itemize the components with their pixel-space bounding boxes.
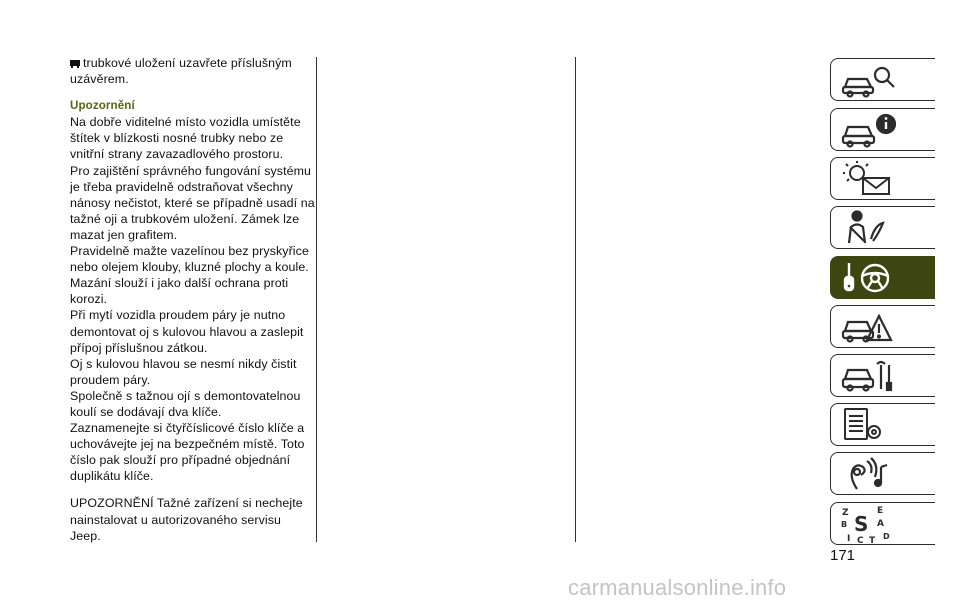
paragraph-4: Při mytí vozidla proudem páry je nutno demontovat oj s kulovou hlavou a zaslepit přípoj příslušnou zátkou. <box>70 308 304 355</box>
car-search-icon <box>839 61 899 99</box>
paragraph-3: Pravidelně mažte vazelínou bez pryskyřice nebo olejem klouby, kluzné plochy a koule. Mazání slouží i jako další ochrana proti korozi. <box>70 244 309 307</box>
paragraph-5: Oj s kulovou hlavou se nesmí nikdy čistit proudem páry. <box>70 356 297 387</box>
paragraph-2: Pro zajištění správného fungování systému je třeba pravidelně odstraňovat všechny nánosy nečistot, které se případně usadí na tažné oji a trubkovém uložení. Zámek lze mazat jen grafitem. <box>70 163 315 242</box>
technical-data-icon <box>839 406 899 444</box>
car-maintenance-icon <box>839 357 899 395</box>
multimedia-icon <box>839 455 899 493</box>
tab-emergency[interactable] <box>830 305 935 348</box>
tab-maintenance[interactable] <box>830 354 935 397</box>
cap-icon <box>70 58 80 68</box>
paragraph-1: Na dobře viditelné místo vozidla umístěte štítek v blízkosti nosné trubky nebo ze vnitřní strany zavazadlového prostoru. <box>70 115 301 162</box>
alphabetical-index-icon <box>839 505 899 545</box>
index-letter: A <box>877 519 884 529</box>
warning-light-message-icon <box>839 160 899 198</box>
tab-starting-driving[interactable] <box>830 256 935 299</box>
car-breakdown-icon <box>839 308 899 346</box>
page-number: 171 <box>830 547 856 564</box>
index-letter: B <box>841 520 848 529</box>
seatbelt-airbag-icon <box>839 209 899 247</box>
car-info-icon <box>839 111 899 149</box>
index-letter: C <box>857 536 864 545</box>
index-letter: I <box>847 534 851 544</box>
tab-technical-data[interactable] <box>830 403 935 446</box>
watermark: carmanualsonline.info <box>568 575 787 600</box>
text-column <box>70 55 315 544</box>
index-letter: D <box>883 532 890 541</box>
intro-paragraph <box>70 55 315 87</box>
key-steering-wheel-icon <box>839 259 899 297</box>
tab-multimedia[interactable] <box>830 452 935 495</box>
index-letter: Z <box>842 508 849 518</box>
warning-title: Upozornění <box>70 99 135 113</box>
tab-car-search[interactable] <box>830 58 935 101</box>
tab-warning-lights[interactable] <box>830 157 935 200</box>
tab-safety[interactable] <box>830 206 935 249</box>
paragraph-6: Společně s tažnou ojí s demontovatelnou koulí se dodávají dva klíče. <box>70 388 301 419</box>
index-letter: E <box>877 506 884 516</box>
index-letter: S <box>854 512 869 536</box>
index-letter: T <box>869 536 876 545</box>
intro-text: trubkové uložení uzavřete příslušným uzávěrem. <box>70 56 292 87</box>
final-note: UPOZORNĚNÍ Tažné zařízení si nechejte nainstalovat u autorizovaného servisu Jeep. <box>70 496 303 543</box>
column-divider-left <box>316 57 317 542</box>
column-divider-right <box>575 57 576 542</box>
tab-index[interactable] <box>830 502 935 545</box>
tab-car-info[interactable] <box>830 108 935 151</box>
paragraph-7: Zaznamenejte si čtyřčíslicové číslo klíče a uchovávejte jej na bezpečném místě. Toto číslo pak slouží pro případné objednání duplikátu klíče. <box>70 421 305 484</box>
